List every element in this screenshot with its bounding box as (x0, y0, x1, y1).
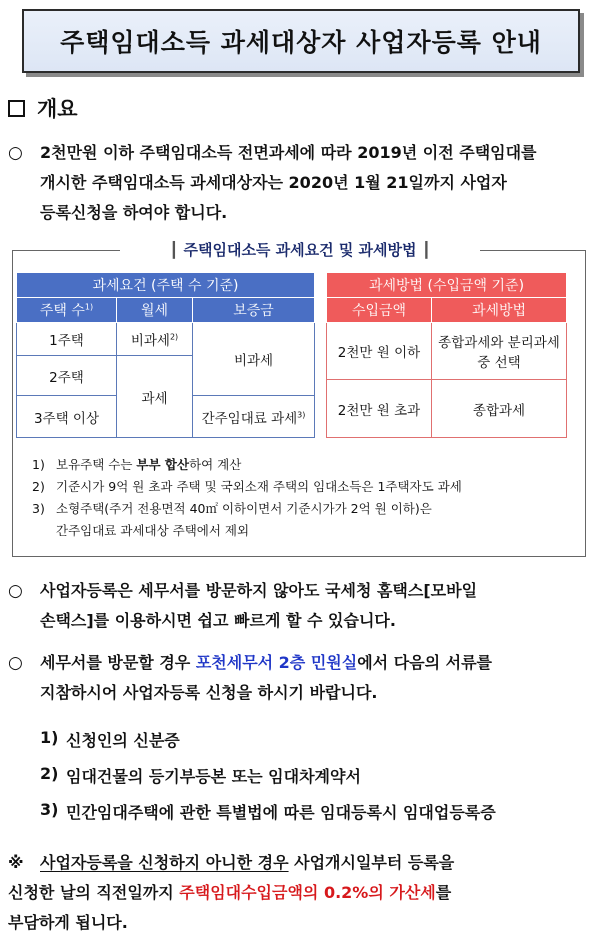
note-1: 보유주택 수는 부부 합산하여 계산 (56, 457, 242, 472)
page-title: 주택임대소득 과세대상자 사업자등록 안내 (22, 9, 580, 73)
reference-mark-icon: ※ (8, 853, 24, 872)
overview-line-1: 2천만원 이하 주택임대소득 전면과세에 따라 2019년 이전 주택임대를 (40, 143, 537, 162)
box-title: ┃ 주택임대소득 과세요건 및 과세방법 ┃ (120, 239, 480, 260)
visit-line-1: 세무서를 방문할 경우 포천세무서 2층 민원실에서 다음의 서류를 (40, 653, 493, 672)
note-3-num: 3) (32, 501, 45, 516)
visit-paragraph (8, 648, 492, 708)
method-choice: 종합과세와 분리과세 중 선택 (432, 323, 567, 380)
monthly-1house: 비과세$^{2)}$ (117, 323, 193, 356)
requirements-header: 과세요건 (주택 수 기준) (17, 273, 315, 298)
hometax-line-1: 사업자등록은 세무서를 방문하지 않아도 국세청 홈택스[모바일 (40, 581, 478, 600)
list-item: 3) 민간임대주택에 관한 특별법에 따른 임대등록시 임대업등록증 (40, 800, 496, 822)
income-over-20m: 2천만 원 초과 (327, 380, 432, 438)
penalty-note (8, 848, 454, 937)
col-method: 과세방법 (432, 298, 567, 323)
box-title-text: 주택임대소득 과세요건 및 과세방법 (183, 241, 417, 259)
penalty-amount: 주택임대수입금액의 0.2%의 가산세 (179, 883, 436, 902)
note-3: 소형주택(주거 전용면적 40㎡ 이하이면서 기준시가가 2억 원 이하)은 (56, 501, 432, 516)
checkbox-square-icon (8, 100, 25, 117)
monthly-2plus: 과세 (117, 356, 193, 438)
section-heading (8, 93, 78, 123)
deposit-3house: 간주임대료 과세$^{3)}$ (193, 396, 315, 438)
office-location: 포천세무서 2층 민원실 (195, 653, 358, 672)
hometax-paragraph (8, 576, 477, 636)
col-deposit: 보증금 (193, 298, 315, 323)
method-header: 과세방법 (수입금액 기준) (327, 273, 567, 298)
list-item: 2) 임대건물의 등기부등본 또는 임대차계약서 (40, 764, 361, 786)
penalty-line-2: 신청한 날의 직전일까지 주택임대수입금액의 0.2%의 가산세를 (8, 883, 452, 902)
overview-paragraph (8, 138, 537, 228)
tax-requirements-table (16, 272, 315, 438)
row-2house: 2주택 (17, 356, 117, 396)
section-heading-text: 개요 (37, 97, 78, 121)
circle-bullet-icon: ○ (8, 653, 23, 673)
col-income: 수입금액 (327, 298, 432, 323)
note-2-num: 2) (32, 479, 45, 494)
note-2: 기준시가 9억 원 초과 주택 및 국외소재 주택의 임대소득은 1주택자도 과세 (56, 479, 462, 494)
list-item: 1) 신청인의 신분증 (40, 728, 180, 750)
penalty-line-1: 사업자등록을 신청하지 아니한 경우 사업개시일부터 등록을 (40, 853, 455, 872)
income-under-20m: 2천만 원 이하 (327, 323, 432, 380)
overview-line-3: 등록신청을 하여야 합니다. (40, 203, 228, 222)
visit-line-2: 지참하시어 사업자등록 신청을 하시기 바랍니다. (40, 683, 378, 702)
required-documents-list (40, 728, 496, 830)
row-1house: 1주택 (17, 323, 117, 356)
col-house-count: 주택 수$^{1)}$ (17, 298, 117, 323)
hometax-line-2: 손택스]를 이용하시면 쉽고 빠르게 할 수 있습니다. (40, 611, 396, 630)
box-notes (32, 454, 462, 542)
col-monthly-rent: 월세 (117, 298, 193, 323)
row-3house: 3주택 이상 (17, 396, 117, 438)
penalty-line-3: 부담하게 됩니다. (8, 913, 128, 932)
tax-method-table (326, 272, 567, 438)
deposit-1-2house: 비과세 (193, 323, 315, 396)
overview-line-2: 개시한 주택임대소득 과세대상자는 2020년 1월 21일까지 사업자 (40, 173, 507, 192)
note-1-num: 1) (32, 457, 45, 472)
circle-bullet-icon: ○ (8, 581, 23, 601)
note-3-cont: 간주임대료 과세대상 주택에서 제외 (56, 523, 250, 538)
circle-bullet-icon: ○ (8, 143, 23, 163)
method-comprehensive: 종합과세 (432, 380, 567, 438)
